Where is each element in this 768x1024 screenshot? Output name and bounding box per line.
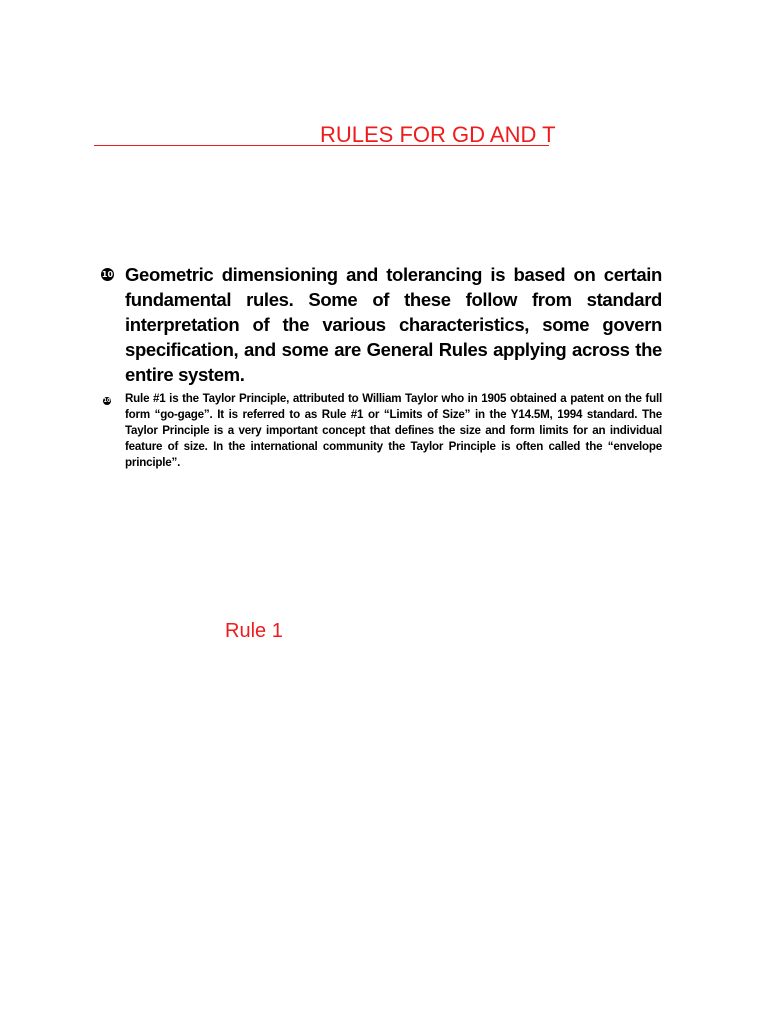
numbered-circle-icon: 10 (101, 270, 114, 279)
section-label: Rule 1 (225, 620, 283, 642)
bullet-paragraph-intro: Geometric dimensioning and tolerancing is based on certain fundamental rules. Some of these follow from standard interpretation of the various characteristics, some govern specification, and some are General Rules applying across the entire system. (125, 264, 662, 385)
page-title: RULES FOR GD AND T (320, 122, 556, 147)
title-underline (94, 145, 549, 146)
bullet-paragraph-rule1: Rule #1 is the Taylor Principle, attributed to William Taylor who in 1905 obtained a patent on the full form “go-gage”. It is referred to as Rule #1 or “Limits of Size” in the Y14.5M, 1994 standard. The Taylor Principle is a very important concept that defines the size and form limits for an individual feature of size. In the international community the Taylor Principle is often called the “envelope principle”. (125, 392, 662, 469)
numbered-circle-icon: 10 (103, 398, 111, 404)
